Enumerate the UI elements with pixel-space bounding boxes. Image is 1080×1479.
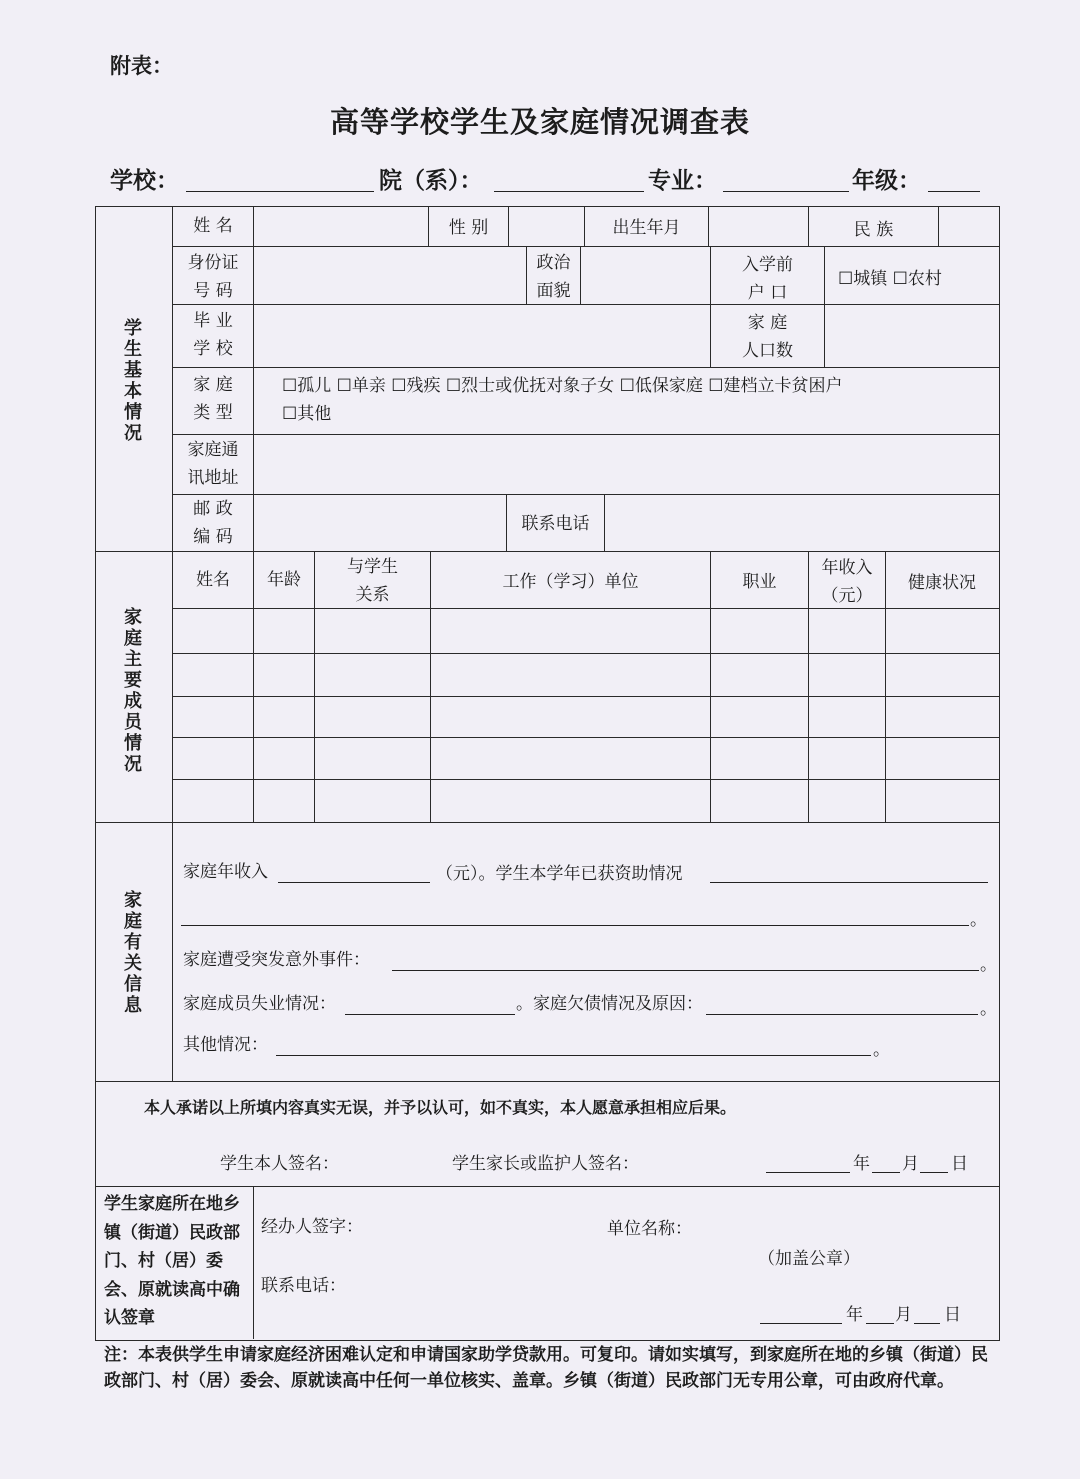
parent-signature-label: 学生家长或监护人签名： (452, 1154, 639, 1174)
school-label: 学校： (110, 167, 179, 194)
aid-received-label: （元）。学生本学年已获资助情况 (436, 864, 683, 884)
family-size-field[interactable] (825, 305, 997, 366)
form-title: 高等学校学生及家庭情况调查表 (329, 105, 750, 139)
family-size-label: 家 庭 人口数 (742, 313, 793, 361)
section-divider (95, 822, 999, 823)
footnote: 注：本表供学生申请家庭经济困难认定和申请国家助学贷款用。可复印。请如实填写，到家庭所在地的乡镇（街道）民政部门、村（居）委会、原就读高中任何一单位核实、盖章。乡镇（街道）民政部门无专用公章，可由政府代章。 (104, 1345, 988, 1391)
other-field[interactable] (276, 1055, 871, 1056)
department-field[interactable] (494, 191, 644, 192)
verify-day-field[interactable] (914, 1323, 940, 1324)
debt-field[interactable] (706, 1014, 978, 1015)
postal-code-field[interactable] (254, 495, 506, 550)
section-divider (95, 551, 999, 552)
month-label: 月 (895, 1305, 912, 1325)
aid-received-field-line2[interactable] (181, 925, 969, 926)
grade-label: 年级： (852, 167, 921, 194)
emergency-field[interactable] (392, 970, 979, 971)
member-row[interactable] (173, 609, 998, 652)
period: 。 (873, 1040, 890, 1060)
col-work-unit: 工作（学习）单位 (502, 572, 639, 592)
graduation-school-label: 毕 业 学 校 (193, 311, 233, 359)
period: 。 (970, 910, 987, 930)
attachment-label: 附表： (110, 53, 173, 78)
student-signature-label: 学生本人签名： (220, 1154, 339, 1174)
emergency-label: 家庭遭受突发意外事件： (183, 950, 370, 970)
grade-field[interactable] (928, 191, 980, 192)
hukou-label: 入学前 户 口 (742, 255, 793, 303)
day-label: 日 (944, 1305, 961, 1325)
verification-phone-label: 联系电话： (261, 1276, 346, 1296)
month-label: 月 (902, 1154, 919, 1174)
verify-year-field[interactable] (760, 1323, 842, 1324)
family-type-other-option[interactable]: ☐其他 (282, 404, 332, 424)
col-line (824, 246, 825, 304)
col-income: 年收入 （元） (821, 558, 873, 606)
department-label: 院（系）： (379, 167, 483, 194)
col-relation: 与学生 关系 (347, 557, 398, 605)
ethnicity-label: 民 族 (853, 220, 894, 240)
pledge-text: 本人承诺以上所填内容真实无误，并予以认可，如不真实，本人愿意承担相应后果。 (144, 1098, 737, 1117)
unemployment-field[interactable] (345, 1014, 515, 1015)
section-basic-info-title: 学生基本情况 (124, 318, 142, 444)
member-row[interactable] (173, 654, 998, 695)
major-label: 专业： (648, 167, 717, 194)
col-occupation: 职业 (742, 572, 777, 592)
verify-month-field[interactable] (866, 1323, 894, 1324)
family-income-label: 家庭年收入 (183, 862, 268, 882)
address-label: 家庭通 讯地址 (187, 440, 239, 488)
seal-label: （加盖公章） (758, 1249, 860, 1269)
member-row[interactable] (173, 738, 998, 778)
postal-code-label: 邮 政 编 码 (193, 499, 233, 547)
address-field[interactable] (254, 435, 997, 493)
birth-field[interactable] (709, 207, 808, 245)
unemployment-label: 家庭成员失业情况： (183, 994, 336, 1014)
name-field[interactable] (254, 207, 428, 245)
major-field[interactable] (723, 191, 849, 192)
period: 。 (980, 955, 997, 975)
row-line (172, 367, 999, 368)
col-age: 年龄 (267, 570, 301, 590)
year-label: 年 (853, 1154, 870, 1174)
period: 。 (980, 999, 997, 1019)
member-row[interactable] (173, 697, 998, 736)
unit-name-label: 单位名称： (607, 1219, 692, 1239)
political-field[interactable] (581, 247, 710, 303)
aid-received-field[interactable] (710, 882, 988, 883)
handler-signature-label: 经办人签字： (261, 1217, 363, 1237)
pledge-month-field[interactable] (872, 1172, 900, 1173)
id-number-field[interactable] (254, 247, 526, 303)
member-row[interactable] (173, 780, 998, 821)
section-family-members-title: 家庭主要成员情况 (124, 607, 142, 775)
col-health: 健康状况 (908, 573, 976, 593)
family-type-label: 家 庭 类 型 (193, 375, 233, 423)
phone-field[interactable] (605, 495, 997, 550)
birth-label: 出生年月 (612, 218, 681, 238)
col-name: 姓名 (196, 570, 230, 590)
phone-label: 联系电话 (521, 514, 590, 534)
ethnicity-field[interactable] (939, 207, 997, 245)
day-label: 日 (951, 1154, 968, 1174)
name-label: 姓 名 (193, 216, 233, 236)
family-type-options[interactable]: ☐孤儿 ☐单亲 ☐残疾 ☐烈士或优抚对象子女 ☐低保家庭 ☐建档立卡贫困户 (282, 376, 843, 396)
verification-title: 学生家庭所在地乡镇（街道）民政部门、村（居）委会、原就读高中确认签章 (104, 1194, 240, 1328)
political-label: 政治 面貌 (536, 253, 571, 301)
section-divider (95, 1081, 999, 1082)
other-label: 其他情况： (183, 1035, 268, 1055)
year-label: 年 (846, 1305, 863, 1325)
id-label: 身份证 号 码 (187, 253, 239, 301)
school-field[interactable] (186, 191, 374, 192)
gender-field[interactable] (509, 207, 584, 245)
section-family-info-title: 家庭有关信息 (124, 890, 142, 1016)
section-divider (95, 1186, 999, 1187)
pledge-year-field[interactable] (766, 1172, 850, 1173)
family-income-field[interactable] (278, 882, 430, 883)
debt-label: 。家庭欠债情况及原因： (516, 994, 703, 1014)
gender-label: 性 别 (448, 218, 489, 238)
pledge-day-field[interactable] (920, 1172, 948, 1173)
hukou-options[interactable]: ☐城镇 ☐农村 (838, 269, 942, 289)
graduation-school-field[interactable] (254, 305, 710, 366)
